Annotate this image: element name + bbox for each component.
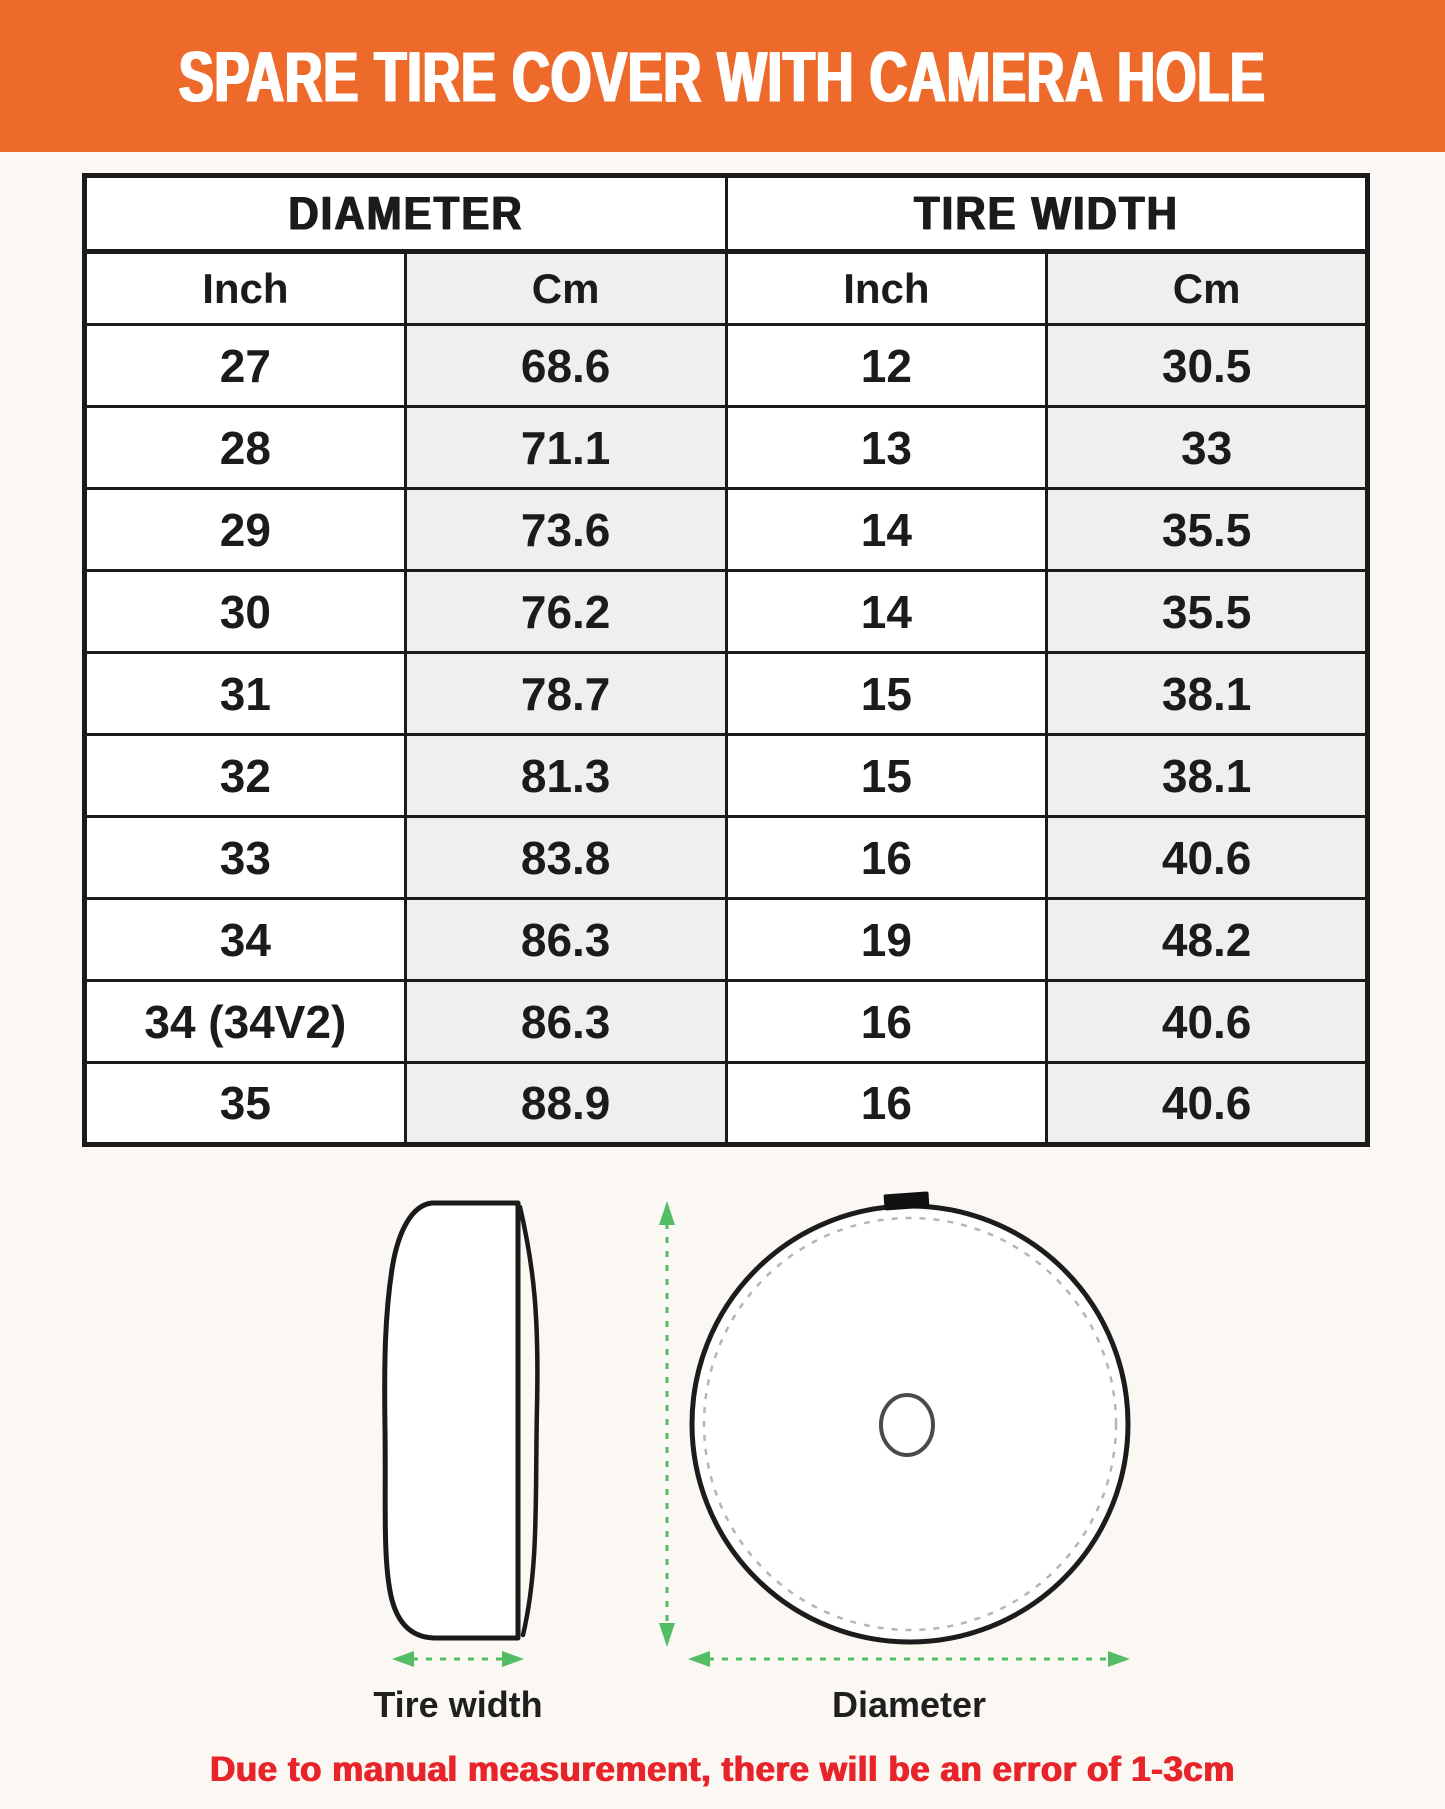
table-cell: 83.8 [405,817,726,899]
page-title: SPARE TIRE COVER WITH CAMERA HOLE [179,35,1266,117]
group-header-row [85,176,1368,252]
size-table-body [85,325,1368,1145]
valve-notch-mark [883,1191,929,1210]
table-cell: 14 [726,571,1047,653]
column-header-width-cm: Cm [1047,252,1368,325]
table-cell: 68.6 [405,325,726,407]
table-cell: 12 [726,325,1047,407]
table-cell: 86.3 [405,981,726,1063]
group-header-tire-width [726,176,1368,252]
table-row [85,899,1368,981]
table-cell: 40.6 [1047,1063,1368,1145]
table-row [85,325,1368,407]
table-cell: 38.1 [1047,653,1368,735]
measurement-note-text: Due to manual measurement, there will be an error of 1-3cm [210,1750,1235,1789]
table-cell: 88.9 [405,1063,726,1145]
table-row [85,1063,1368,1145]
table-cell: 19 [726,899,1047,981]
title-banner [0,0,1445,152]
table-row [85,653,1368,735]
table-row [85,571,1368,653]
table-cell: 73.6 [405,489,726,571]
column-header-width-inch: Inch [726,252,1047,325]
table-cell: 78.7 [405,653,726,735]
column-header-diameter-inch: Inch [85,252,406,325]
group-header-diameter-label: DIAMETER [288,186,524,240]
table-cell: 13 [726,407,1047,489]
column-header-diameter-cm: Cm [405,252,726,325]
tire-side-outer-edge [520,1207,537,1635]
tire-measurement-diagram [0,1147,1445,1735]
tire-side-view [385,1203,538,1638]
table-cell: 30.5 [1047,325,1368,407]
table-row [85,407,1368,489]
tire-width-arrow [392,1651,524,1667]
table-cell: 33 [1047,407,1368,489]
diameter-label: Diameter [831,1684,987,1725]
table-row [85,981,1368,1063]
table-cell: 86.3 [405,899,726,981]
table-cell: 35 [85,1063,406,1145]
table-cell: 28 [85,407,406,489]
arrow-down-icon [659,1623,675,1647]
arrow-up-icon [659,1201,675,1225]
table-row [85,735,1368,817]
table-cell: 16 [726,817,1047,899]
arrow-right-icon [502,1651,524,1667]
table-cell: 48.2 [1047,899,1368,981]
table-cell: 15 [726,735,1047,817]
table-cell: 40.6 [1047,817,1368,899]
table-row [85,817,1368,899]
table-cell: 14 [726,489,1047,571]
table-cell: 71.1 [405,407,726,489]
table-cell: 34 [85,899,406,981]
table-cell: 76.2 [405,571,726,653]
table-cell: 16 [726,981,1047,1063]
size-chart-table [82,173,1370,1147]
table-cell: 34 (34V2) [85,981,406,1063]
camera-hole-circle [881,1395,933,1455]
table-cell: 27 [85,325,406,407]
table-cell: 40.6 [1047,981,1368,1063]
arrow-right-icon [1108,1651,1130,1667]
table-cell: 32 [85,735,406,817]
arrow-left-icon [688,1651,710,1667]
tire-front-view [692,1191,1128,1642]
table-cell: 35.5 [1047,571,1368,653]
group-header-diameter [85,176,727,252]
table-cell: 33 [85,817,406,899]
group-header-tire-width-label: TIRE WIDTH [913,186,1179,240]
table-row [85,489,1368,571]
table-cell: 15 [726,653,1047,735]
tire-width-label: Tire width [373,1684,543,1725]
table-cell: 31 [85,653,406,735]
table-cell: 35.5 [1047,489,1368,571]
arrow-left-icon [392,1651,414,1667]
table-cell: 30 [85,571,406,653]
table-cell: 38.1 [1047,735,1368,817]
diameter-arrow-vertical [659,1201,675,1647]
table-cell: 29 [85,489,406,571]
table-cell: 16 [726,1063,1047,1145]
tire-side-body [385,1203,518,1638]
table-cell: 81.3 [405,735,726,817]
column-header-row [85,252,1368,325]
measurement-note [0,1735,1445,1805]
diameter-arrow-horizontal [688,1651,1130,1667]
